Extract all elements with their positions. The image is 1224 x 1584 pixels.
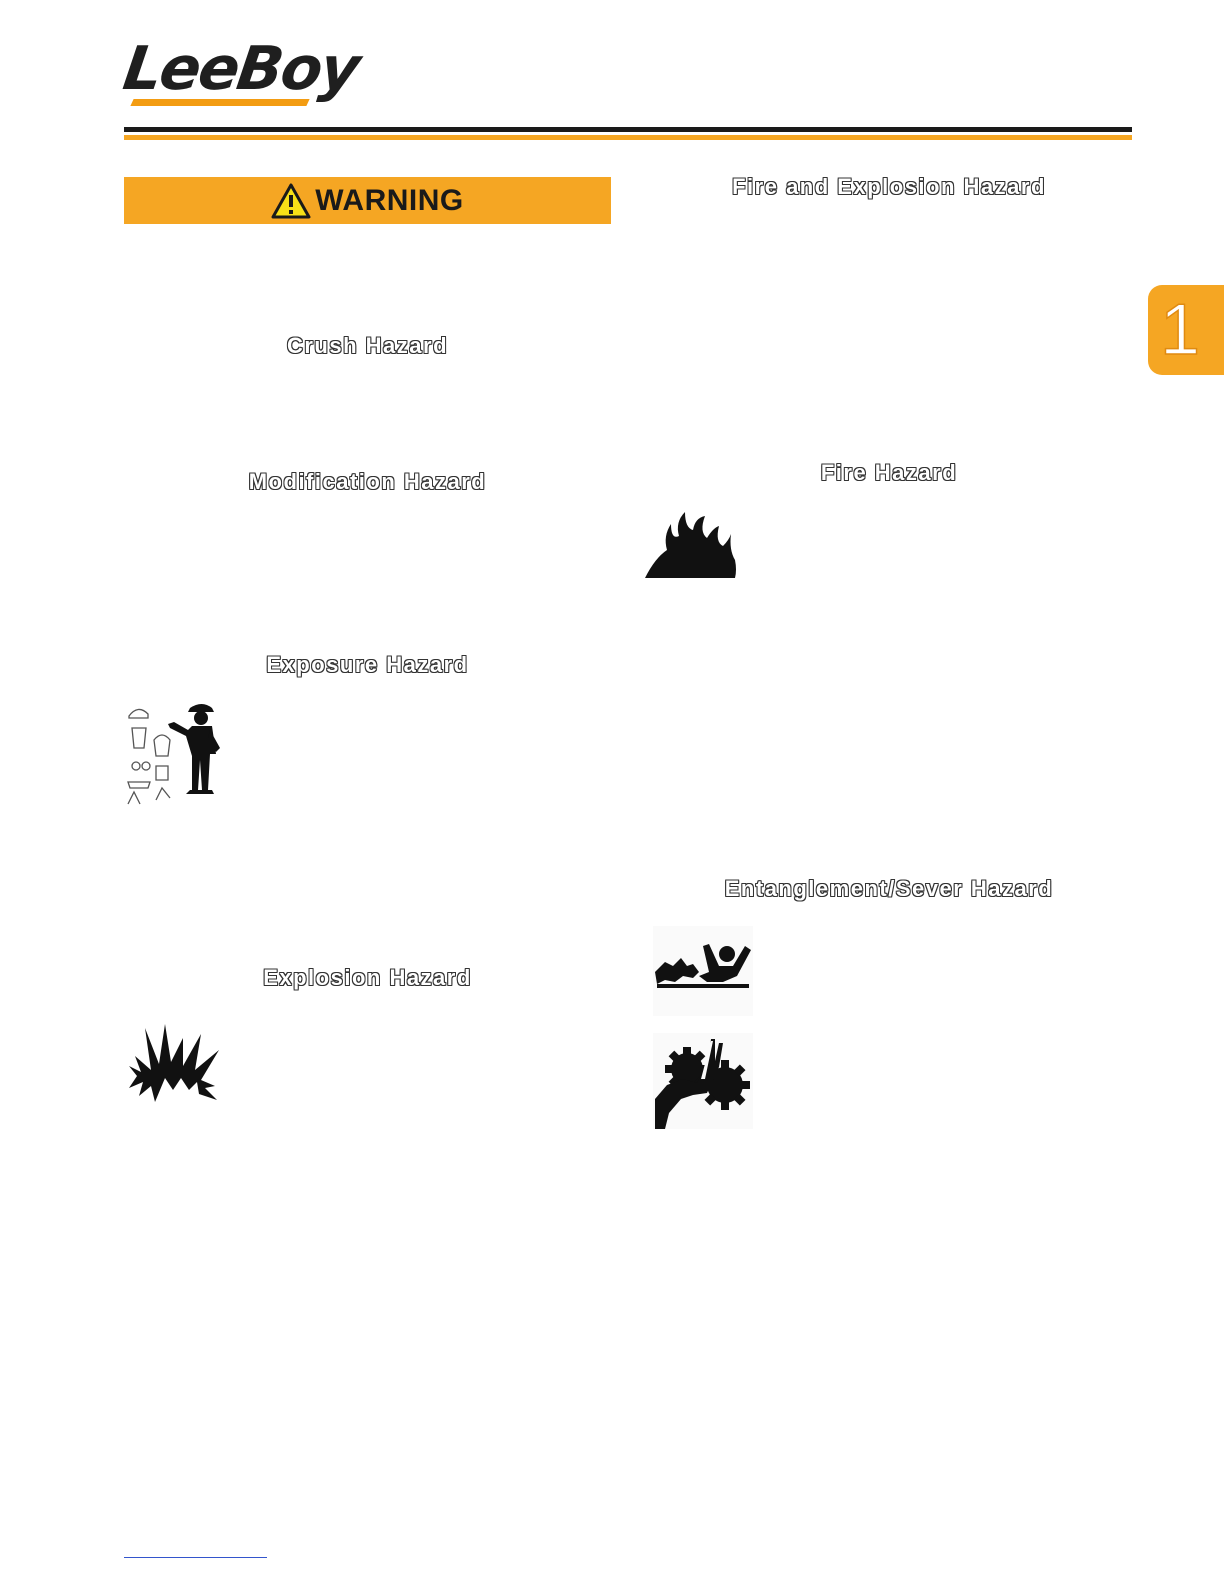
header-rule-black <box>124 127 1132 132</box>
heading-fire-explosion-hazard: Fire and Explosion Hazard <box>732 174 1046 199</box>
heading-entanglement-hazard: Entanglement/Sever Hazard <box>724 876 1054 901</box>
fire-icon <box>645 510 737 578</box>
header-rule-orange <box>124 135 1132 140</box>
ppe-worker-icon <box>124 700 228 808</box>
gear-crush-hand-icon <box>653 1033 753 1129</box>
heading-exposure-hazard: Exposure Hazard <box>266 652 469 677</box>
warning-label: WARNING <box>315 183 464 217</box>
brand-name: LeeBoy <box>119 34 363 104</box>
chapter-number: 1 <box>1159 290 1201 370</box>
heading-explosion-hazard: Explosion Hazard <box>263 965 472 990</box>
footer-link-line[interactable] <box>124 1557 267 1558</box>
heading-modification-hazard: Modification Hazard <box>248 469 487 494</box>
entanglement-person-icon <box>653 926 753 1016</box>
warning-triangle-icon <box>271 183 311 219</box>
brand-logo <box>119 34 363 118</box>
explosion-icon <box>125 1016 223 1104</box>
chapter-tab[interactable] <box>1148 285 1224 375</box>
warning-banner <box>124 177 611 224</box>
heading-crush-hazard: Crush Hazard <box>286 333 449 358</box>
heading-fire-hazard: Fire Hazard <box>820 460 958 485</box>
